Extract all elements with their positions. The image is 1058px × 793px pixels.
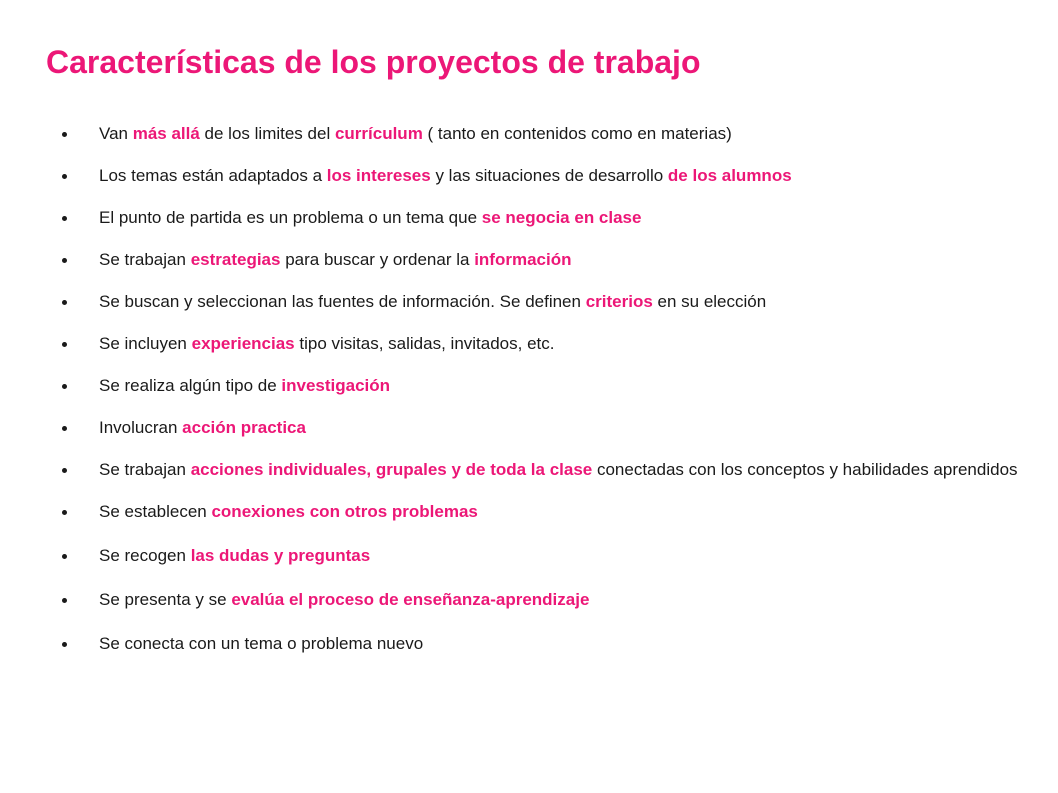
bullet-text: ( tanto en contenidos como en materias) [422, 124, 732, 143]
highlighted-text: conexiones con otros problemas [211, 502, 478, 521]
highlighted-text: investigación [281, 376, 391, 395]
highlighted-text: más allá [132, 124, 200, 143]
highlighted-text: criterios [585, 292, 653, 311]
bullet-text: para buscar y ordenar la [280, 250, 475, 269]
bullet-text: Los temas están adaptados a [99, 166, 327, 185]
bullet-text: Se buscan y seleccionan las fuentes de información. Se definen [99, 292, 586, 311]
bullet-text: Se establecen [99, 502, 212, 521]
bullet-text: Se recogen [99, 546, 191, 565]
bullet-dot-icon [62, 554, 67, 559]
bullet-item [62, 292, 1022, 312]
highlighted-text: estrategias [190, 250, 281, 269]
bullet-text: en su elección [652, 292, 767, 311]
bullet-text: El punto de partida es un problema o un tema que [99, 208, 482, 227]
bullet-item [62, 124, 1022, 144]
bullet-dot-icon [62, 258, 67, 263]
highlighted-text: experiencias [191, 334, 295, 353]
bullet-text: conectadas con los conceptos y habilidades aprendidos [592, 460, 1018, 479]
highlighted-text: las dudas y preguntas [190, 546, 371, 565]
highlighted-text: evalúa el proceso de enseñanza-aprendizaje [231, 590, 590, 609]
bullet-dot-icon [62, 642, 67, 647]
bullet-item [62, 418, 1022, 438]
bullet-text: Van [99, 124, 133, 143]
bullet-dot-icon [62, 468, 67, 473]
bullet-item [62, 376, 1022, 396]
highlighted-text: los intereses [326, 166, 431, 185]
bullet-item [62, 502, 1022, 522]
bullet-text: tipo visitas, salidas, invitados, etc. [294, 334, 555, 353]
bullet-item [62, 250, 1022, 270]
bullet-dot-icon [62, 426, 67, 431]
bullet-item [62, 460, 1022, 480]
bullet-text: y las situaciones de desarrollo [430, 166, 668, 185]
bullet-text: Involucran [99, 418, 183, 437]
bullet-dot-icon [62, 342, 67, 347]
bullet-text: Se presenta y se [99, 590, 232, 609]
slide-title: Características de los proyectos de trabajo [46, 44, 701, 80]
bullet-list [62, 124, 1022, 678]
highlighted-text: acciones individuales, grupales y de toda la clase [190, 460, 593, 479]
bullet-item [62, 634, 1022, 654]
bullet-text: Se trabajan [99, 250, 191, 269]
bullet-text: de los limites del [199, 124, 335, 143]
bullet-text: Se realiza algún tipo de [99, 376, 282, 395]
bullet-dot-icon [62, 598, 67, 603]
bullet-dot-icon [62, 510, 67, 515]
highlighted-text: currículum [334, 124, 423, 143]
bullet-item [62, 208, 1022, 228]
highlighted-text: información [474, 250, 572, 269]
bullet-dot-icon [62, 300, 67, 305]
bullet-text: Se conecta con un tema o problema nuevo [99, 634, 424, 653]
bullet-dot-icon [62, 174, 67, 179]
bullet-text: Se trabajan [99, 460, 191, 479]
bullet-item [62, 166, 1022, 186]
bullet-text: Se incluyen [99, 334, 192, 353]
highlighted-text: de los alumnos [667, 166, 792, 185]
bullet-item [62, 590, 1022, 610]
bullet-dot-icon [62, 132, 67, 137]
bullet-dot-icon [62, 384, 67, 389]
bullet-item [62, 334, 1022, 354]
highlighted-text: acción practica [182, 418, 306, 437]
bullet-dot-icon [62, 216, 67, 221]
highlighted-text: se negocia en clase [481, 208, 642, 227]
bullet-item [62, 546, 1022, 566]
